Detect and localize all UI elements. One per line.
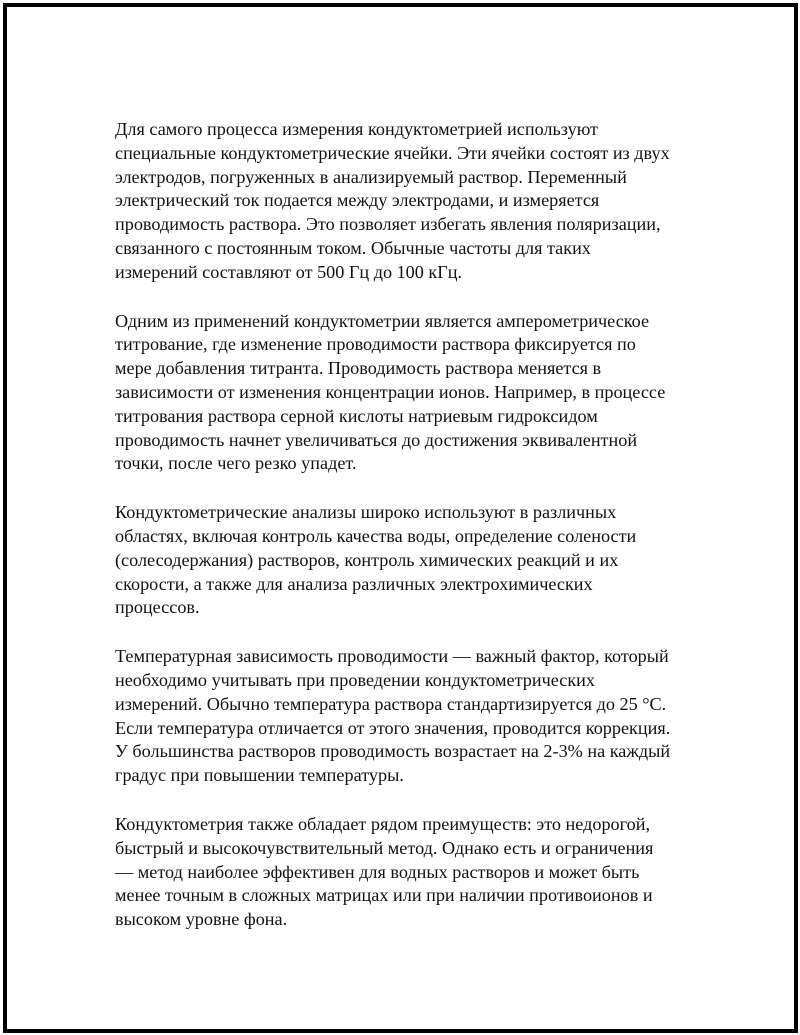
- paragraph-temperature: [115, 645, 690, 788]
- text-line: процессов.: [115, 597, 200, 618]
- document-body: [115, 118, 690, 957]
- text-line: необходимо учитывать при проведении кондуктометрических: [115, 669, 595, 690]
- text-line: У большинства растворов проводимость возрастает на 2-3% на каждый: [115, 741, 671, 762]
- text-line: областях, включая контроль качества воды, определение солености: [115, 525, 637, 546]
- text-line: электрический ток подается между электродами, и измеряется: [115, 190, 600, 211]
- text-line: скорости, а также для анализа различных электрохимических: [115, 573, 593, 594]
- text-line: (солесодержания) растворов, контроль химических реакций и их: [115, 549, 619, 570]
- text-line: градус при повышении температуры.: [115, 765, 404, 786]
- text-line: Температурная зависимость проводимости — важный фактор, который: [115, 646, 669, 667]
- text-line: измерений. Обычно температура раствора стандартизируется до 25 °C.: [115, 693, 667, 714]
- text-line: менее точным в сложных матрицах или при наличии противоионов и: [115, 885, 653, 906]
- paragraph-applications: [115, 501, 690, 620]
- text-line: специальные кондуктометрические ячейки. Эти ячейки состоят из двух: [115, 142, 670, 163]
- text-line: Кондуктометрия также обладает рядом преимуществ: это недорогой,: [115, 813, 651, 834]
- text-line: электродов, погруженных в анализируемый раствор. Переменный: [115, 166, 627, 187]
- text-line: высоком уровне фона.: [115, 909, 288, 930]
- paragraph-titration: [115, 310, 690, 477]
- text-line: Одним из применений кондуктометрии является амперометрическое: [115, 310, 650, 331]
- text-line: мере добавления титранта. Проводимость раствора меняется в: [115, 358, 602, 379]
- text-line: связанного с постоянным током. Обычные частоты для таких: [115, 237, 591, 258]
- text-line: титрование, где изменение проводимости раствора фиксируется по: [115, 334, 636, 355]
- text-line: зависимости от изменения концентрации ионов. Например, в процессе: [115, 381, 666, 402]
- text-line: Для самого процесса измерения кондуктометрией используют: [115, 119, 598, 139]
- paragraph-measurement-cells: [115, 118, 690, 285]
- text-line: точки, после чего резко упадет.: [115, 453, 357, 474]
- text-line: проводимость начнет увеличиваться до достижения эквивалентной: [115, 429, 638, 450]
- text-line: проводимость раствора. Это позволяет избегать явления поляризации,: [115, 214, 661, 235]
- text-line: — метод наиболее эффективен для водных растворов и может быть: [115, 861, 640, 882]
- text-line: Кондуктометрические анализы широко используют в различных: [115, 502, 617, 523]
- paragraph-advantages: [115, 813, 690, 932]
- text-line: измерений составляют от 500 Гц до 100 кГц.: [115, 261, 463, 282]
- text-line: титрования раствора серной кислоты натриевым гидроксидом: [115, 405, 598, 426]
- text-line: Если температура отличается от этого значения, проводится коррекция.: [115, 717, 671, 738]
- text-line: быстрый и высокочувствительный метод. Однако есть и ограничения: [115, 837, 654, 858]
